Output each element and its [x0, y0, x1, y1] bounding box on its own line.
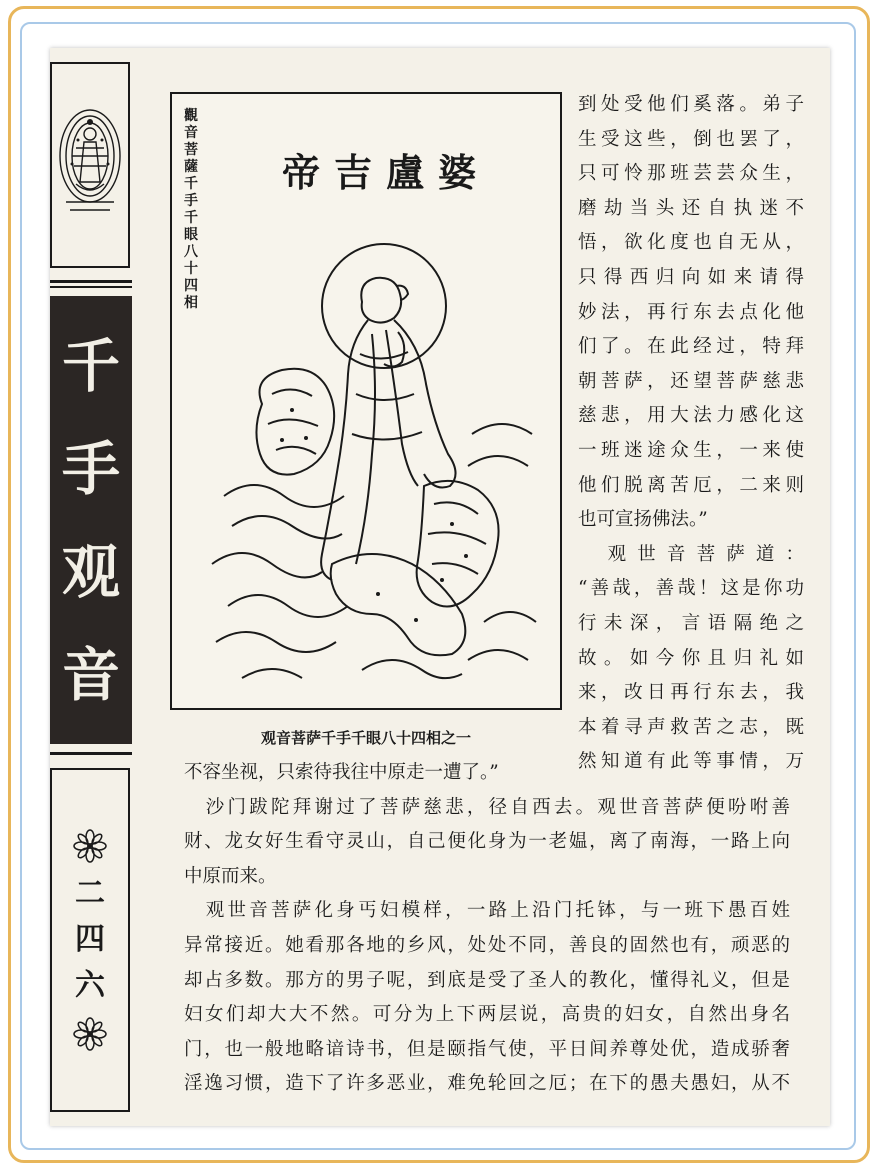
text-line: 只可怜那班芸芸众生，	[578, 163, 804, 185]
woodblock-illustration	[170, 92, 562, 710]
illustration-title: 帝吉盧婆	[282, 150, 491, 195]
text-line: 只得西归向如来请得	[578, 266, 804, 288]
text-line: 观世音菩萨化身丐妇模样，一路上沿门托钵，与一班下愚百姓	[184, 900, 790, 922]
text-line: 妙法，再行东去点化他	[578, 301, 804, 323]
guanyin-emblem-icon	[52, 64, 128, 266]
text-line: 到处受他们奚落。弟子	[578, 94, 804, 115]
text-line: 生受这些，倒也罢了，	[578, 128, 804, 150]
spine-rule-top-thin	[50, 286, 132, 288]
spine-page-number-box	[50, 768, 130, 1112]
text-line: 慈悲，用大法力感化这	[578, 405, 804, 427]
text-line: 们了。在此经过，特拜	[578, 336, 804, 358]
spine-rule-top	[50, 280, 132, 283]
text-line: 悟，欲化度也自无从，	[578, 232, 804, 254]
page-number-char: 二	[75, 876, 105, 911]
text-line: 淫逸习惯，造下了许多恶业，难免轮回之厄；在下的愚夫愚妇，从不	[184, 1073, 790, 1095]
spine-title-char: 观	[61, 537, 120, 606]
text-line: “善哉，善哉！这是你功	[578, 578, 804, 600]
text-line: 他们脱离苦厄，二来则	[578, 474, 804, 496]
text-line: 沙门跋陀拜谢过了菩萨慈悲，径自西去。观世音菩萨便吩咐善	[184, 796, 790, 818]
text-line: 中原而来。	[184, 865, 277, 887]
text-line: 却占多数。那方的男子呢，到底是受了圣人的教化，懂得礼义，但是	[184, 969, 790, 991]
monk-on-rock-drawing-icon	[172, 94, 560, 708]
spine-rule-bottom	[50, 752, 132, 755]
text-line: 财、龙女好生看守灵山，自己便化身为一老媪，离了南海，一路上向	[184, 831, 790, 853]
text-line: 妇女们却大大不然。可分为上下两层说，高贵的妇女，自然出身名	[184, 1004, 790, 1026]
text-line: 故。如今你且归礼如	[578, 647, 804, 669]
text-line: 门，也一般地略谙诗书，但是颐指气使，平日间养尊处优，造成骄奢	[184, 1038, 790, 1060]
spine-title-char: 千	[61, 331, 120, 400]
spine-title-char: 手	[61, 434, 120, 503]
text-line: 磨劫当头还自执迷不	[578, 197, 804, 219]
illustration-caption: 观音菩萨千手千眼八十四相之一	[260, 729, 471, 747]
text-body-full	[184, 756, 790, 1102]
text-line: 一班迷途众生，一来使	[578, 439, 804, 461]
text-column-right	[578, 88, 804, 780]
text-line: 不容坐视，只索待我往中原走一遭了。”	[184, 762, 499, 783]
text-line: 然知道有此等事情，万	[578, 751, 804, 773]
text-line: 也可宣扬佛法。”	[578, 509, 708, 531]
text-line: 异常接近。她看那各地的乡风，处处不同，善良的固然也有，顽恶的	[184, 934, 790, 956]
page-number-char: 四	[75, 922, 105, 957]
spine-title-char: 音	[61, 640, 120, 709]
flower-ornament-icon	[73, 1017, 107, 1051]
text-line: 行未深，言语隔绝之	[578, 612, 804, 634]
spine-emblem-box	[50, 62, 130, 268]
text-line: 来，改日再行东去，我	[578, 682, 804, 704]
text-line: 本着寻声救苦之志，既	[578, 716, 804, 738]
page-number-char: 六	[75, 968, 105, 1003]
spine-book-title	[50, 296, 132, 744]
illustration-side-label: 觀音菩薩千手千眼八十四相	[184, 108, 198, 311]
text-line: 观世音菩萨道：	[578, 543, 804, 565]
text-line: 朝菩萨，还望菩萨慈悲	[578, 370, 804, 392]
flower-ornament-icon	[73, 829, 107, 863]
